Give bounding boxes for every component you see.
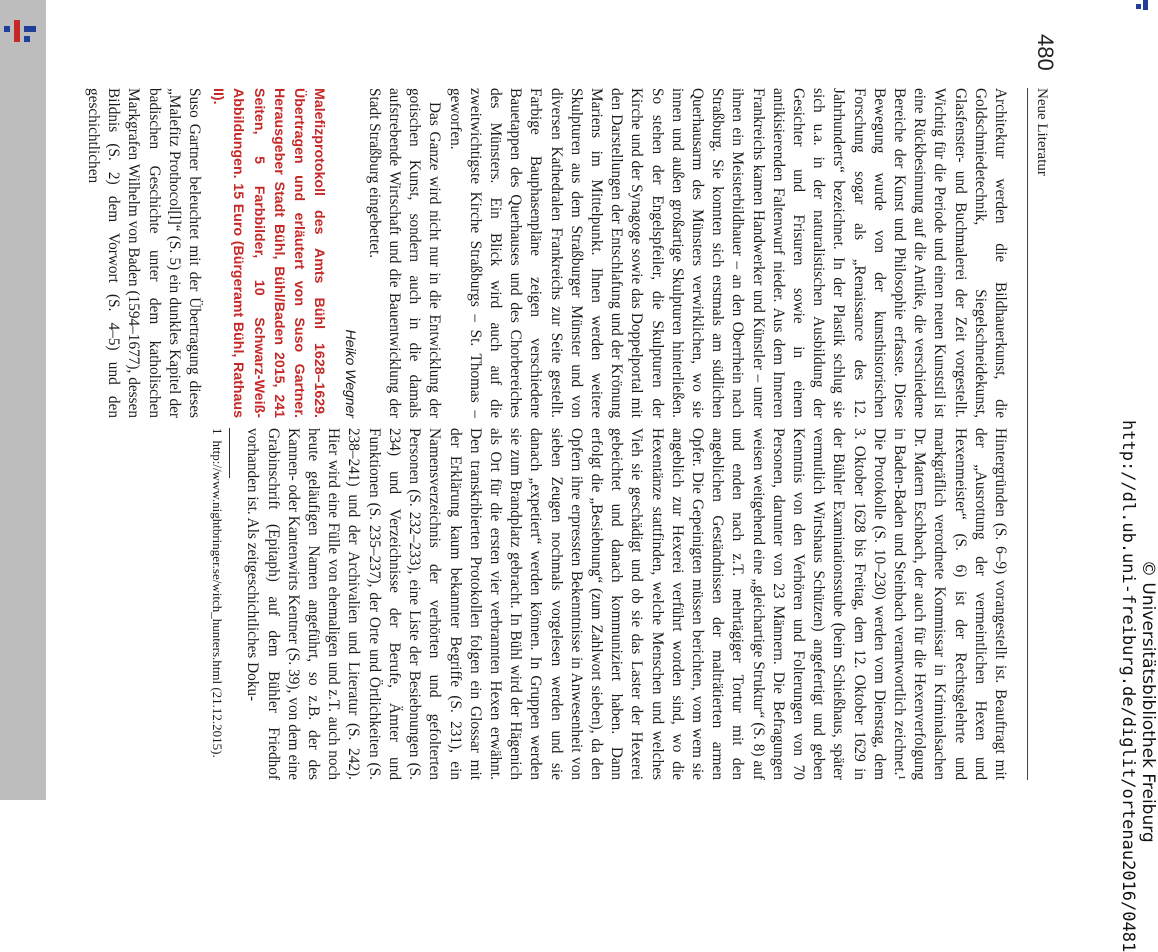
paragraph: Das Ganze wird nicht nur in die Entwicklung der gotischen Kunst, sondern auch in die damals aufstrebende Wirtschaft und die Bauentwicklung der Stadt Straßburg eingebettet. <box>365 88 444 418</box>
book-title-heading: Malefizprotokoll des Amts Bühl 1628–1629. Übertragen und erläutert von Suso Gartner. Herausgeber Stadt Bühl, Bühl/Baden 2015, 241 Seiten, 5 Farbbilder, 10 Schwarz-Weiß-Abbildungen. 15 Euro (Bürgeramt Bühl, Rathaus II). <box>210 88 328 418</box>
footnote <box>209 428 225 780</box>
footnote-link[interactable]: http://www.nightbringer.se/witch_hunters.html (21.12.2015). <box>210 440 226 758</box>
paragraph: Hintergründen (S. 6–9) vorangestellt ist. Beauftragt mit der „Ausrottung der vermeintlichen Hexen und Hexenmeister“ (S. 6) ist der Rechtsgelehrte und markgräflich verordnete Kommissar in Kriminalsachen Dr. Matern Eschbach, der auch für die Hexenverfolgung in Baden-Baden und Steinbach verantwortlich zeichnet.¹ Die Protokolle (S. 10–230) werden vom Dienstag, dem 3. Oktober 1628 bis Freitag, dem 12. Oktober 1629 in der Bühler Examinationsstube (beim Schießhaus, später vermutlich Wirtshaus Schützen) angefertigt und geben Kenntnis von den Verhören und Folterungen von 70 Personen, darunter von 23 Männern. Die Befragungen weisen weitgehend eine „gleichartige Struktur“ (S. 8) auf und enden nach z.T. mehrtägiger Tortur mit den angeblichen Geständnissen der malträtierten armen Opfer. Die Gepeinigten müssen berichten, vom wem sie angeblich zur Hexerei verführt worden sind, wo die Hexentänze stattfinden, welche Menschen und welches Vieh sie geschädigt und ob sie das Laster der Hexerei gebeichtet und danach kommuniziert haben. Dann erfolgt die „Besiebnung“ (zum Zahlwort sieben), da den Opfern ihre erpressten Bekenntnisse in Anwesenheit von sieben Zeugen nochmals vorgelesen werden und sie danach „expetiert“ werden können. In Gruppen werden sie zum Brandplatz gebracht. In Bühl wird der Hägenich als Ort für die ersten vier verbrannten Hexen erwähnt. Den transkribierten Protokollen folgen ein Glossar mit der Erklärung kaum bekannter Begriffe (S. 231), ein Namensverzeichnis der verhörten und gefolterten Personen (S. 232–233), eine Liste der Besiebnungen (S. 234) und Verzeichnisse der Berufe, Ämter und Funktionen (S. 235–237), der Orte und Örtlichkeiten (S. 238–241) und der Archivalien und Literatur (S. 242). Hier wird eine Fülle von ehemaligen und z.T. auch noch heute geläufigen Namen angeführt, so z.B. der des Kannen- oder Kantenwirts Kentner (S. 39), von dem eine Grabinschrift (Epitaph) auf dem Bühler Friedhof vorhanden ist. Als zeitgeschichtliches Doku- <box>244 428 1009 780</box>
review-author: Heiko Wegner <box>343 329 360 418</box>
corner-logo-fragment-icon <box>1134 0 1148 14</box>
text-column-right <box>209 428 1010 780</box>
header-rule <box>1027 88 1028 780</box>
running-head: Neue Literatur <box>1034 88 1050 176</box>
footnote-number: 1 <box>210 428 226 435</box>
text-column-left <box>83 88 1010 418</box>
copyright-notice: © Universitätsbibliothek Freiburg <box>1138 560 1158 843</box>
footnote-rule <box>229 428 230 478</box>
document-page <box>50 34 1060 794</box>
page-header <box>1014 34 1060 794</box>
library-logo-icon <box>0 20 40 46</box>
page-number: 480 <box>1033 34 1058 71</box>
left-margin-strip <box>0 0 46 800</box>
source-url[interactable]: http://dl.ub.uni-freiburg.de/diglit/ortenau2016/0481 <box>1118 420 1138 952</box>
paragraph: Suso Gartner beleuchtet mit der Übertragung dieses „Malefitz Prothocol[l]“ (S. 5) ein dunkles Kapitel der badischen Geschichte unter dem katholischen Markgrafen Wilhelm von Baden (1594–1677), dessen Bildnis (S. 2) dem Vorwort (S. 4–5) und den geschichtlichen <box>85 88 204 418</box>
paragraph: Architektur werden die Bildhauerkunst, die Goldschmiedetechnik, Siegelschneidekunst, Glasfenster- und Buchmalerei der Zeit vorgestellt. Wichtig für die Periode und einen neuen Kunststil ist eine Rückbesinnung auf die Antike, die verschiedene Bereiche der Kunst und Philosophie erfasste. Diese Bewegung wurde von der kunsthistorischen Forschung sogar als „Renaissance des 12. Jahrhunderts“ bezeichnet. In der Plastik schlug sie sich u.a. in der naturalistischen Ausbildung der Gesichter und Frisuren sowie in einem antikisierenden Faltenwurf nieder. Aus dem Inneren Frankreichs kamen Handwerker und Künstler – unter ihnen ein Meisterbildhauer – an den Oberrhein nach Straßburg. Sie konnten sich erstmals am südlichen Querhausarm des Münsters verwirklichen, wo sie innen und außen großartige Skulpturen hinterließen. So stehen der Engelspfeiler, die Skulpturen der Kirche und der Synagoge sowie das Doppelportal mit den Darstellungen der Entschlafung und der Krönung Mariens im Mittelpunkt. Ihnen werden weitere Skulpturen aus dem Straßburger Münster und von diversen Kathedralen Frankreichs zur Seite gestellt. Farbige Bauphasenpläne zeigen verschiedene Bauetappen des Querhauses und des Chorbereiches des Münsters. Ein Blick wird auch auf die zweitwichtigste Kirche Straßburgs – St. Thomas – geworfen. <box>446 88 1009 418</box>
